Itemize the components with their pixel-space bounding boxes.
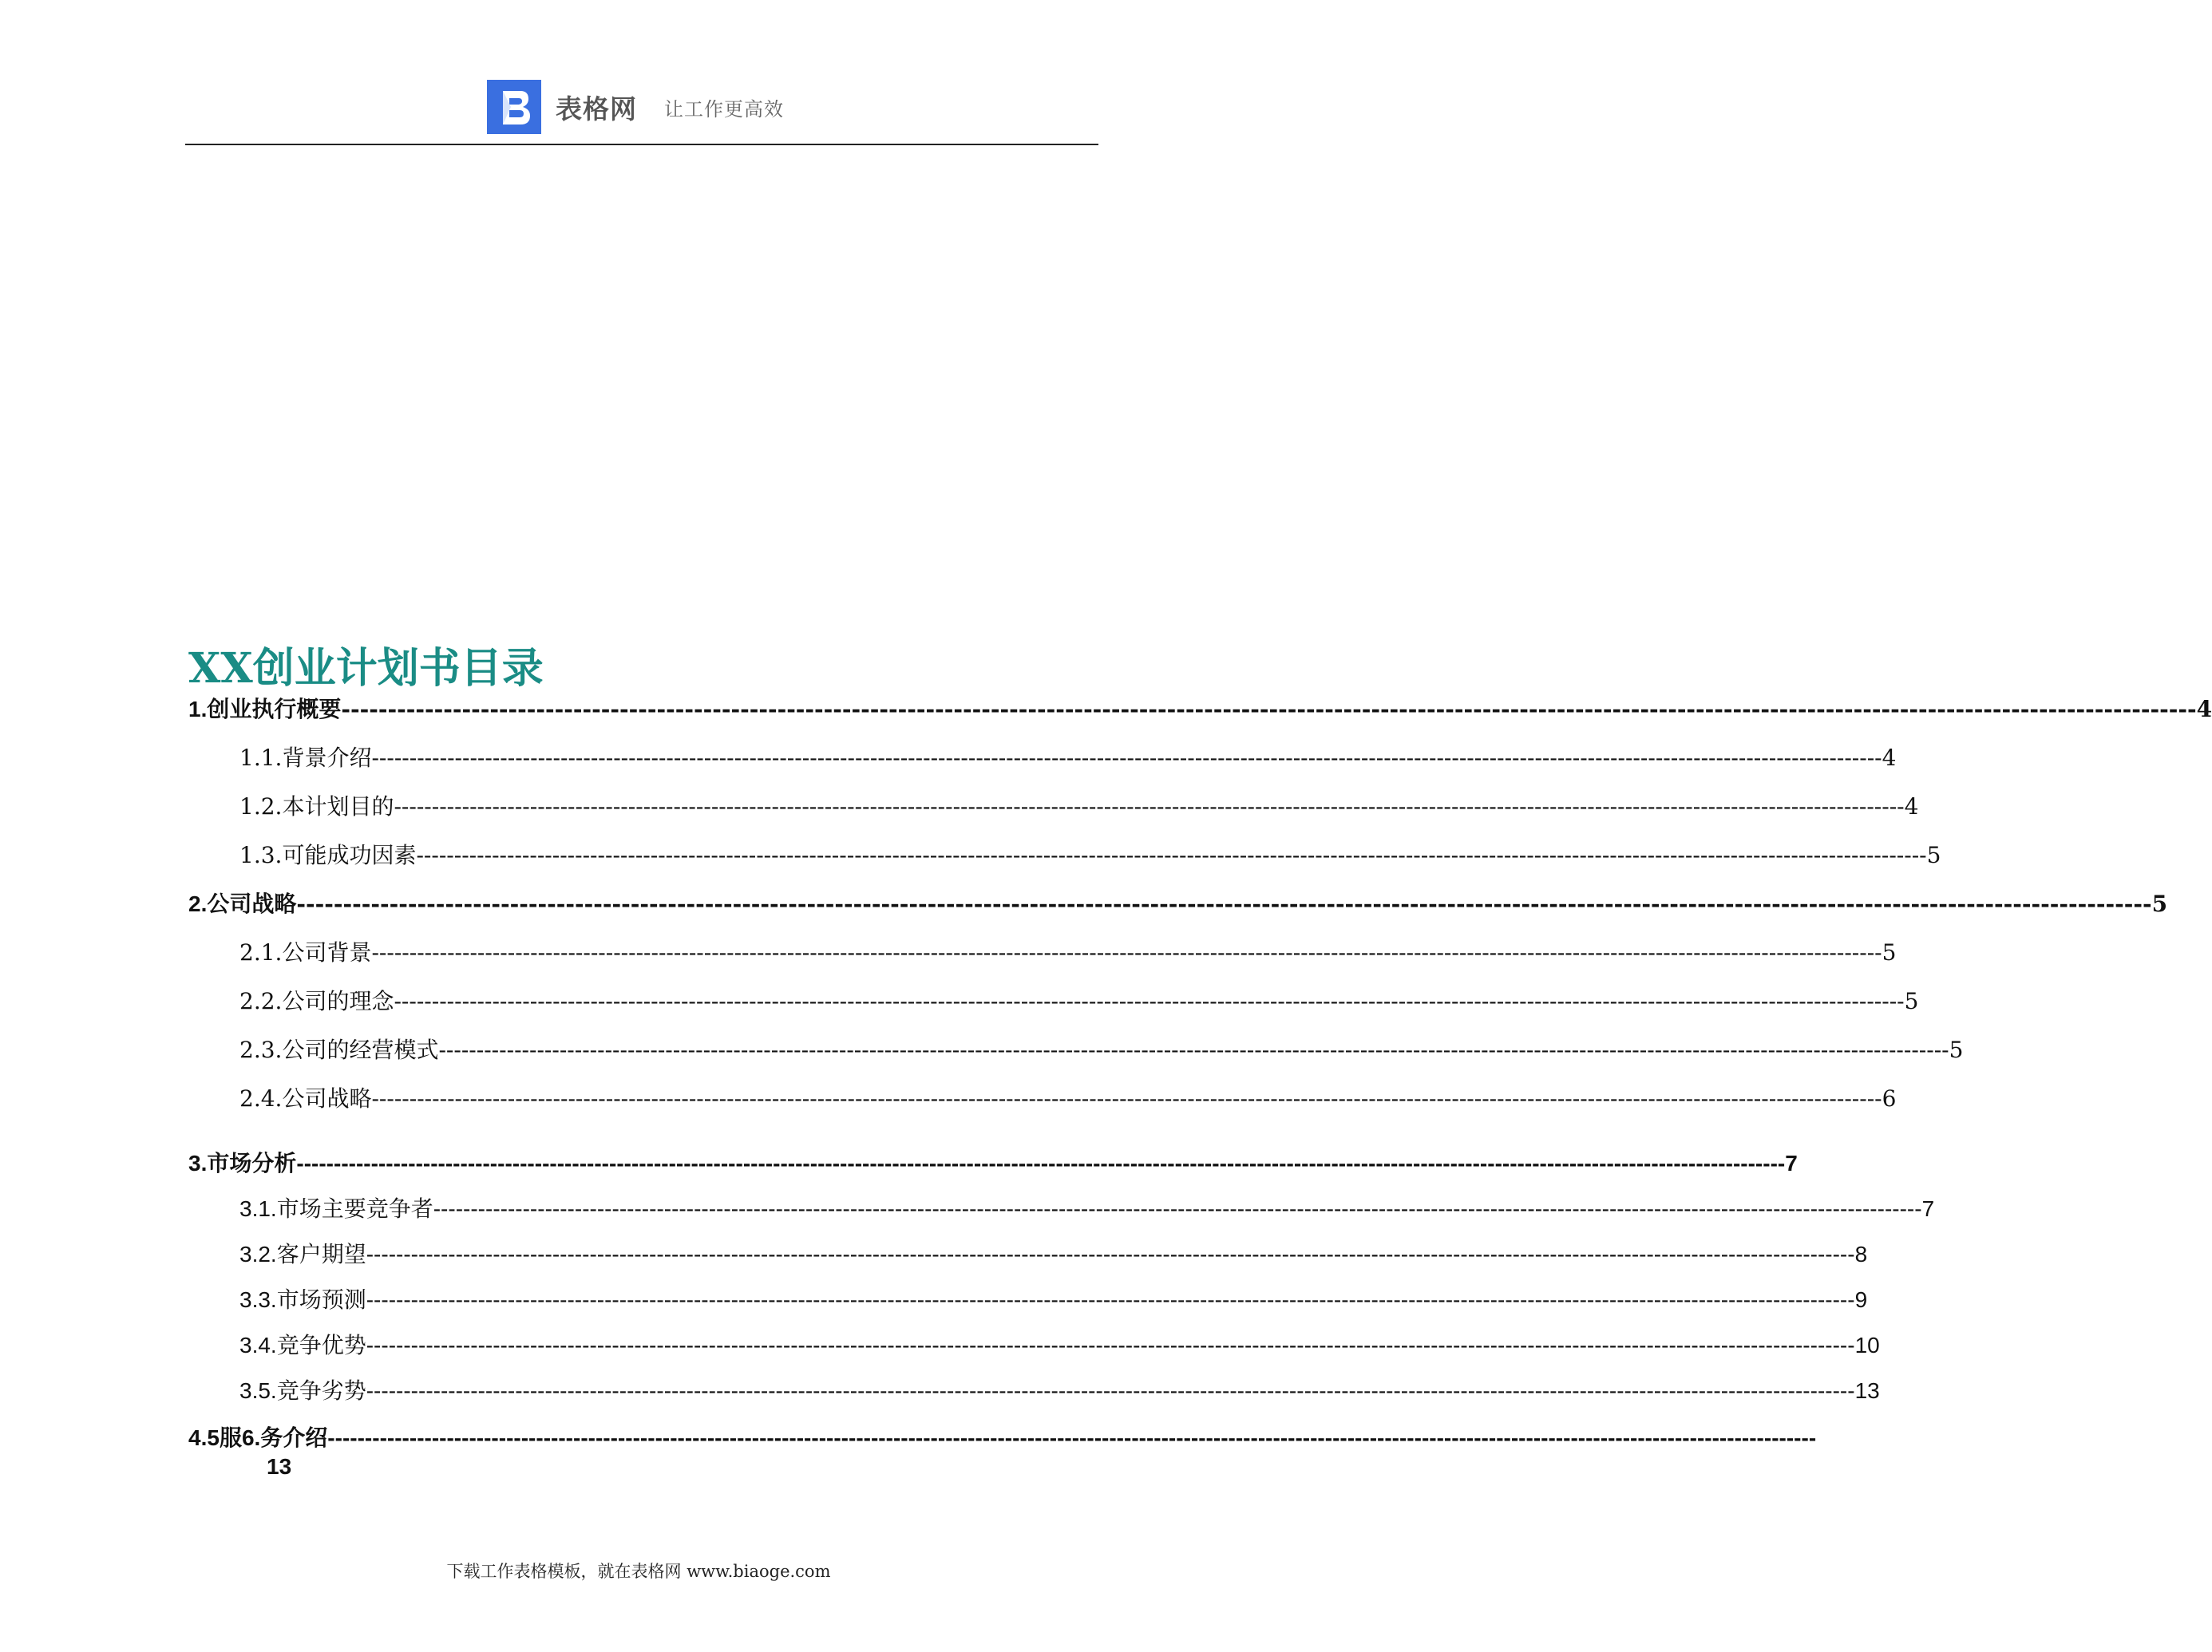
- toc-text: 背景介绍: [282, 745, 372, 771]
- toc-entry[interactable]: [239, 1282, 1868, 1314]
- toc-leader: --------------------------------------------------------------------------------------------------------------------------------------------------------------------------------------------------------: [366, 1378, 1855, 1403]
- toc-leader: --------------------------------------------------------------------------------------------------------------------------------------------------------------------------------------------------------: [438, 1037, 1949, 1063]
- toc-page: 5: [2151, 891, 2168, 917]
- toc-page: 9: [1854, 1287, 1868, 1312]
- toc-leader: --------------------------------------------------------------------------------------------------------------------------------------------------------------------------------------------------------: [366, 1287, 1855, 1312]
- toc-leader: --------------------------------------------------------------------------------------------------------------------------------------------------------------------------------------------------------: [371, 1085, 1882, 1112]
- toc-text: 公司战略: [207, 891, 297, 917]
- toc-leader: --------------------------------------------------------------------------------------------------------------------------------------------------------------------------------------------------------: [371, 939, 1882, 966]
- toc-number: 4.: [188, 1425, 208, 1450]
- toc-entry[interactable]: [239, 1373, 1880, 1405]
- toc-page: 5: [1949, 1037, 1964, 1063]
- toc-text: 竞争优势: [276, 1333, 366, 1358]
- page-title: XX创业计划书目录: [188, 644, 544, 693]
- toc-page: 5: [1926, 842, 1941, 868]
- toc-page: 13: [1854, 1378, 1880, 1403]
- toc-leader: --------------------------------------------------------------------------------------------------------------------------------------------------------------------------------------------------------: [296, 891, 2152, 917]
- toc-text: 公司战略: [282, 1085, 372, 1112]
- toc-entry[interactable]: [239, 984, 1919, 1016]
- toc-number: 2.: [188, 891, 208, 916]
- toc-entry[interactable]: [239, 1081, 1897, 1113]
- page-footer: 下载工作表格模板，就在表格网 www.biaoge.com: [446, 1562, 831, 1581]
- toc-page: 4: [1904, 793, 1919, 820]
- toc-page: 7: [1921, 1196, 1935, 1221]
- toc-leader: --------------------------------------------------------------------------------------------------------------------------------------------------------------------------------------------------------: [416, 842, 1927, 868]
- toc-number: 3.3.: [239, 1287, 277, 1312]
- toc-text: 服6.务介绍: [219, 1425, 328, 1450]
- toc-leader: --------------------------------------------------------------------------------------------------------------------------------------------------------------------------------------------------------: [341, 696, 2197, 722]
- page-header: [185, 77, 1098, 145]
- brand-name: 表格网: [556, 93, 637, 124]
- toc-number: 2.4.: [239, 1085, 283, 1112]
- toc-page: 7: [1785, 1151, 1798, 1176]
- toc-page: 5: [1904, 988, 1919, 1014]
- toc-leader: --------------------------------------------------------------------------------------------------------------------------------------------------------------------------------------------------------: [371, 745, 1882, 771]
- toc-page: 4: [1882, 745, 1897, 771]
- toc-number: 1.: [188, 697, 208, 721]
- toc-entry[interactable]: [239, 1237, 1868, 1269]
- toc-entry[interactable]: [239, 935, 1897, 967]
- toc-text: 本计划目的: [282, 793, 394, 820]
- toc-entry[interactable]: [188, 887, 2168, 919]
- toc-entry[interactable]: [239, 1192, 1935, 1223]
- toc-entry[interactable]: [188, 1146, 1798, 1178]
- toc-text: 公司背景: [282, 939, 372, 966]
- toc-leader: --------------------------------------------------------------------------------------------------------------------------------------------------------------------------------------------------------: [433, 1196, 1922, 1221]
- toc-number: 1.3.: [239, 842, 283, 868]
- toc-entry[interactable]: [239, 838, 1941, 870]
- toc-page: 6: [1882, 1085, 1897, 1112]
- toc-entry-wrapped[interactable]: [188, 1421, 1817, 1480]
- toc-entry[interactable]: [239, 741, 1897, 773]
- toc-page: 8: [1854, 1242, 1868, 1267]
- toc-text: 创业执行概要: [207, 696, 342, 722]
- toc-entry[interactable]: [188, 692, 2212, 724]
- brand: [487, 80, 784, 134]
- toc-number-secondary: 5: [207, 1425, 220, 1450]
- toc-page: 10: [1854, 1333, 1880, 1358]
- toc-number: 3.5.: [239, 1378, 277, 1403]
- toc-entry[interactable]: [239, 1328, 1880, 1360]
- toc-text: 客户期望: [276, 1242, 366, 1267]
- toc-leader: --------------------------------------------------------------------------------------------------------------------------------------------------------------------------------------------------------: [327, 1425, 1817, 1450]
- toc-leader: --------------------------------------------------------------------------------------------------------------------------------------------------------------------------------------------------------: [394, 988, 1905, 1014]
- toc-number: 1.1.: [239, 745, 283, 771]
- toc-page: 5: [1882, 939, 1897, 966]
- toc-number: 2.1.: [239, 939, 283, 966]
- brand-slogan: 让工作更高效: [664, 97, 784, 121]
- toc-entry[interactable]: [239, 789, 1919, 821]
- toc-text: 可能成功因素: [282, 842, 417, 868]
- toc-text: 公司的经营模式: [282, 1037, 439, 1063]
- toc-page: 4: [2196, 696, 2212, 722]
- toc-number: 2.3.: [239, 1037, 283, 1063]
- toc-number: 3.1.: [239, 1196, 277, 1221]
- toc-leader: --------------------------------------------------------------------------------------------------------------------------------------------------------------------------------------------------------: [394, 793, 1905, 820]
- toc-number: 3.: [188, 1151, 208, 1176]
- toc-number: 2.2.: [239, 988, 283, 1014]
- toc-text: 竞争劣势: [276, 1378, 366, 1403]
- toc-leader: --------------------------------------------------------------------------------------------------------------------------------------------------------------------------------------------------------: [366, 1333, 1855, 1358]
- toc-text: 市场预测: [276, 1287, 366, 1312]
- toc-text: 公司的理念: [282, 988, 394, 1014]
- toc-entry[interactable]: [239, 1033, 1964, 1065]
- toc-text: 市场分析: [207, 1151, 297, 1176]
- toc-number: 3.2.: [239, 1242, 277, 1267]
- toc-leader: --------------------------------------------------------------------------------------------------------------------------------------------------------------------------------------------------------: [366, 1242, 1855, 1267]
- toc-text: 市场主要竞争者: [276, 1196, 433, 1221]
- toc-number: 1.2.: [239, 793, 283, 820]
- toc-leader: --------------------------------------------------------------------------------------------------------------------------------------------------------------------------------------------------------: [296, 1151, 1786, 1176]
- toc-number: 3.4.: [239, 1333, 277, 1358]
- toc-page: 13: [267, 1454, 292, 1479]
- brand-logo-icon: [487, 80, 541, 134]
